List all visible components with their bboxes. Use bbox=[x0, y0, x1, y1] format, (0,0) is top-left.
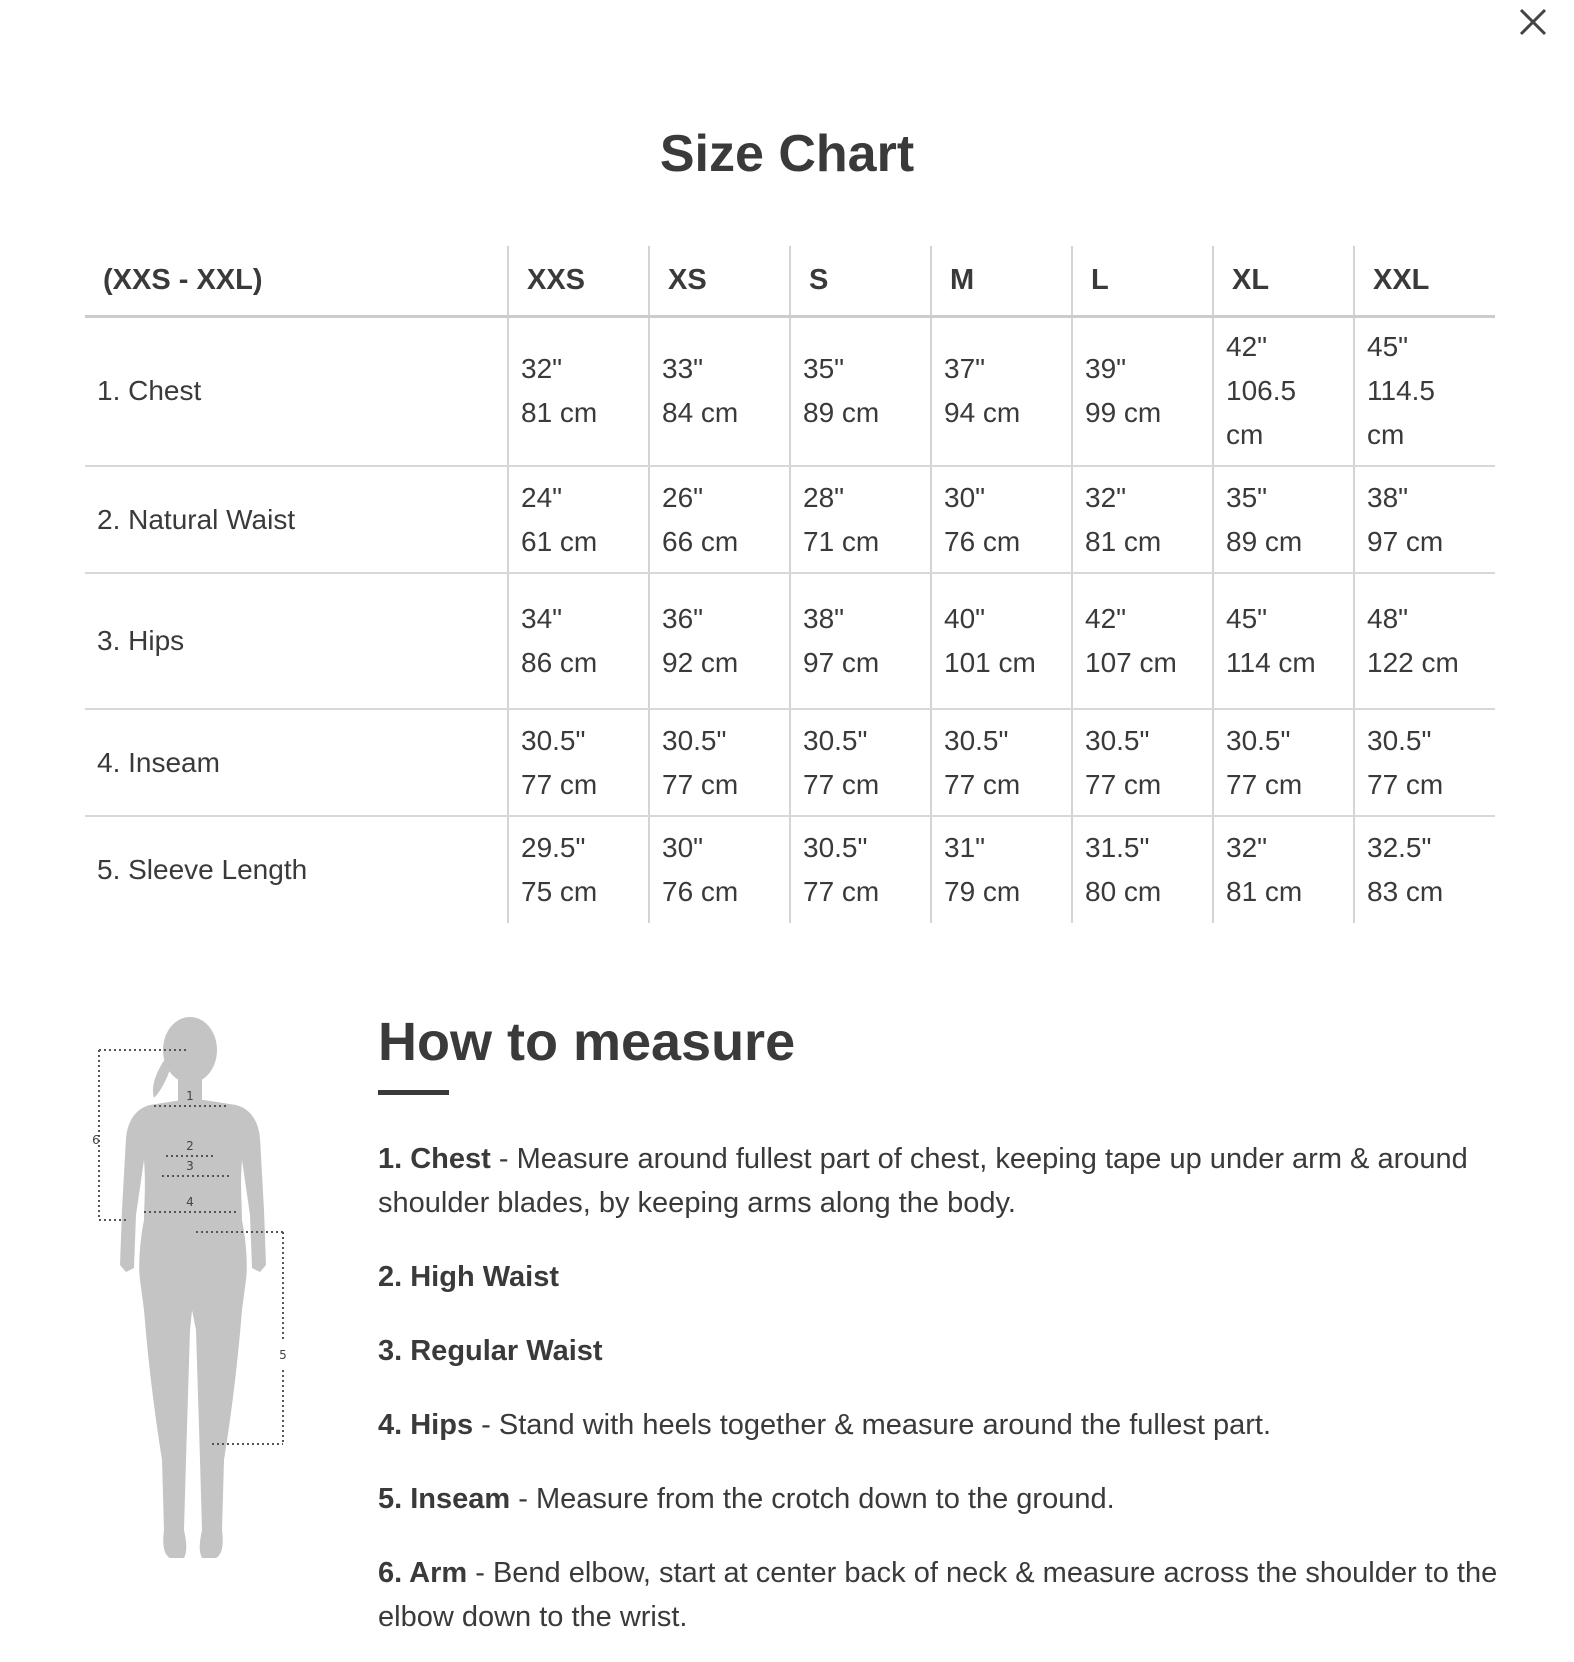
cell-value: 48" bbox=[1367, 603, 1409, 634]
size-table bbox=[85, 246, 1495, 923]
cell-value: 101 cm bbox=[944, 647, 1036, 678]
cell-value: 33" bbox=[662, 353, 704, 385]
measurement-label: 5. Sleeve Length bbox=[97, 854, 308, 885]
cell-value: 83 cm bbox=[1367, 876, 1444, 907]
measure-item bbox=[378, 1477, 1508, 1521]
measurement-cell bbox=[790, 816, 931, 923]
cell-value: 97 cm bbox=[1367, 525, 1444, 557]
measurement-cell bbox=[649, 573, 790, 709]
cell-value: 30.5" bbox=[803, 724, 868, 756]
size-header: L bbox=[1072, 246, 1213, 316]
measurement-cell bbox=[931, 316, 1072, 466]
cell-value: 75 cm bbox=[521, 876, 598, 907]
measure-item bbox=[378, 1255, 1508, 1299]
measure-item-desc: - Measure from the crotch down to the ground. bbox=[510, 1483, 1115, 1515]
cell-value: cm bbox=[1226, 419, 1264, 451]
cell-value: 30" bbox=[944, 481, 986, 513]
cell-value: 99 cm bbox=[1085, 397, 1162, 429]
cell-value: 97 cm bbox=[803, 647, 880, 678]
size-header: S bbox=[790, 246, 931, 316]
measurement-label: 2. Natural Waist bbox=[85, 466, 508, 573]
measurement-cell bbox=[1354, 316, 1495, 466]
cell-value: 30.5" bbox=[521, 724, 586, 756]
measurement-cell bbox=[1072, 709, 1213, 816]
figure-label-1: 1 bbox=[186, 1089, 194, 1103]
body-measure-figure bbox=[92, 1010, 312, 1590]
cell-value: 42" bbox=[1085, 603, 1127, 634]
close-button[interactable] bbox=[1508, 0, 1558, 44]
cell-value: 32.5" bbox=[1367, 832, 1432, 863]
cell-value: 84 cm bbox=[662, 397, 739, 429]
measurement-cell bbox=[1213, 466, 1354, 573]
measurement-cell bbox=[931, 816, 1072, 923]
measure-item-name: 2. High Waist bbox=[378, 1261, 559, 1293]
cell-value: 89 cm bbox=[803, 397, 880, 429]
measurement-cell bbox=[931, 573, 1072, 709]
cell-value: 34" bbox=[521, 603, 563, 634]
measure-item bbox=[378, 1137, 1508, 1225]
cell-value: 45" bbox=[1367, 331, 1409, 363]
table-row bbox=[85, 816, 1495, 923]
how-to-measure-section bbox=[378, 1012, 1508, 1662]
measurement-cell bbox=[508, 573, 649, 709]
cell-value: 35" bbox=[803, 353, 845, 385]
cell-value: 107 cm bbox=[1085, 647, 1177, 678]
measurement-label: 4. Inseam bbox=[85, 709, 508, 816]
cell-value: 77 cm bbox=[1226, 768, 1303, 800]
measure-item-name: 4. Hips bbox=[378, 1409, 474, 1441]
measurement-cell bbox=[508, 316, 649, 466]
cell-value: 38" bbox=[803, 603, 845, 634]
measure-item bbox=[378, 1551, 1508, 1639]
cell-value: 79 cm bbox=[944, 876, 1021, 907]
cell-value: 28" bbox=[803, 481, 845, 513]
measurement-cell bbox=[1213, 709, 1354, 816]
cell-value: 77 cm bbox=[1085, 768, 1162, 800]
cell-value: 32" bbox=[521, 353, 563, 385]
measurement-cell bbox=[508, 816, 649, 923]
size-header: XL bbox=[1213, 246, 1354, 316]
cell-value: 31.5" bbox=[1085, 832, 1150, 863]
size-header: M bbox=[931, 246, 1072, 316]
measurement-cell bbox=[1072, 816, 1213, 923]
measurement-label: 1. Chest bbox=[85, 316, 508, 466]
cell-value: 94 cm bbox=[944, 397, 1021, 429]
cell-value: 39" bbox=[1085, 353, 1127, 385]
size-header: XXL bbox=[1354, 246, 1495, 316]
table-corner-label: (XXS - XXL) bbox=[85, 246, 508, 316]
measurement-cell bbox=[649, 466, 790, 573]
measure-item-name: 1. Chest bbox=[378, 1143, 491, 1175]
measurement-cell bbox=[1072, 316, 1213, 466]
measurement-cell bbox=[1213, 573, 1354, 709]
cell-value: 86 cm bbox=[521, 647, 598, 678]
cell-value: 40" bbox=[944, 603, 986, 634]
cell-value: 30.5" bbox=[1226, 724, 1291, 756]
cell-value: 32" bbox=[1085, 481, 1127, 513]
measurement-cell bbox=[1354, 573, 1495, 709]
measure-item bbox=[378, 1403, 1508, 1447]
cell-value: 77 cm bbox=[803, 876, 880, 907]
cell-value: 114 cm bbox=[1226, 647, 1316, 678]
cell-value: 30.5" bbox=[944, 724, 1009, 756]
close-icon bbox=[1518, 7, 1548, 37]
cell-value: 106.5 bbox=[1226, 375, 1297, 407]
cell-value: 37" bbox=[944, 353, 986, 385]
figure-label-4: 4 bbox=[186, 1195, 194, 1209]
measurement-cell bbox=[790, 573, 931, 709]
measurement-cell bbox=[508, 709, 649, 816]
table-row bbox=[85, 316, 1495, 466]
measurement-cell bbox=[1354, 466, 1495, 573]
measurement-cell bbox=[790, 466, 931, 573]
table-row bbox=[85, 573, 1495, 709]
cell-value: 77 cm bbox=[521, 768, 598, 800]
figure-label-2: 2 bbox=[186, 1139, 194, 1153]
measurement-cell bbox=[508, 466, 649, 573]
measurement-cell bbox=[931, 466, 1072, 573]
cell-value: 30.5" bbox=[803, 832, 868, 863]
measurement-cell bbox=[931, 709, 1072, 816]
measurement-cell bbox=[649, 816, 790, 923]
cell-value: 32" bbox=[1226, 832, 1268, 863]
cell-value: 61 cm bbox=[521, 525, 598, 557]
measure-item-desc: - Bend elbow, start at center back of neck & measure across the shoulder to the elbow down to the wrist. bbox=[378, 1557, 1498, 1633]
cell-value: 45" bbox=[1226, 603, 1268, 634]
cell-value: 81 cm bbox=[1226, 876, 1303, 907]
measure-item-desc: - Stand with heels together & measure around the fullest part. bbox=[473, 1409, 1272, 1441]
cell-value: 66 cm bbox=[662, 525, 739, 557]
cell-value: 42" bbox=[1226, 331, 1268, 363]
figure-label-6: 6 bbox=[92, 1133, 100, 1147]
size-header: XS bbox=[649, 246, 790, 316]
cell-value: 30.5" bbox=[1085, 724, 1150, 756]
cell-value: 77 cm bbox=[803, 768, 880, 800]
measure-item-name: 5. Inseam bbox=[378, 1483, 511, 1515]
how-to-measure-title: How to measure bbox=[378, 1012, 796, 1072]
measurement-cell bbox=[649, 709, 790, 816]
page-title: Size Chart bbox=[659, 125, 915, 183]
measurement-cell bbox=[790, 709, 931, 816]
measurement-cell bbox=[649, 316, 790, 466]
cell-value: 77 cm bbox=[944, 768, 1021, 800]
size-header: XXS bbox=[508, 246, 649, 316]
cell-value: 24" bbox=[521, 481, 563, 513]
measurement-cell bbox=[1213, 316, 1354, 466]
table-row bbox=[85, 709, 1495, 816]
cell-value: 30" bbox=[662, 832, 704, 863]
cell-value: 38" bbox=[1367, 481, 1409, 513]
measure-item-name: 6. Arm bbox=[378, 1557, 468, 1589]
cell-value: 71 cm bbox=[803, 525, 880, 557]
measurement-cell bbox=[1213, 816, 1354, 923]
cell-value: 30.5" bbox=[662, 724, 727, 756]
cell-value: 30.5" bbox=[1367, 724, 1432, 756]
measurement-cell bbox=[1072, 573, 1213, 709]
measurement-label: 3. Hips bbox=[85, 573, 508, 709]
cell-value: 26" bbox=[662, 481, 704, 513]
measurement-cell bbox=[1072, 466, 1213, 573]
measure-list bbox=[378, 1137, 1508, 1639]
cell-value: 89 cm bbox=[1226, 525, 1303, 557]
cell-value: 80 cm bbox=[1085, 876, 1162, 907]
cell-value: 81 cm bbox=[1085, 525, 1162, 557]
cell-value: 76 cm bbox=[944, 525, 1021, 557]
measurement-cell bbox=[790, 316, 931, 466]
cell-value: cm bbox=[1367, 419, 1405, 451]
cell-value: 77 cm bbox=[1367, 768, 1444, 800]
figure-label-3: 3 bbox=[186, 1159, 194, 1173]
cell-value: 36" bbox=[662, 603, 704, 634]
measure-item bbox=[378, 1329, 1508, 1373]
cell-value: 35" bbox=[1226, 481, 1268, 513]
cell-value: 92 cm bbox=[662, 647, 739, 678]
title-underline bbox=[378, 1090, 449, 1095]
cell-value: 31" bbox=[944, 832, 986, 863]
cell-value: 29.5" bbox=[521, 832, 586, 863]
table-header-row bbox=[85, 246, 1495, 316]
cell-value: 77 cm bbox=[662, 768, 739, 800]
cell-value: 81 cm bbox=[521, 397, 598, 429]
measure-item-desc: - Measure around fullest part of chest, keeping tape up under arm & around shoulder blades, by keeping arms along the body. bbox=[378, 1143, 1468, 1219]
measurement-cell bbox=[1354, 709, 1495, 816]
measure-item-name: 3. Regular Waist bbox=[378, 1335, 603, 1367]
measurement-cell bbox=[1354, 816, 1495, 923]
cell-value: 76 cm bbox=[662, 876, 739, 907]
table-row bbox=[85, 466, 1495, 573]
cell-value: 114.5 bbox=[1367, 375, 1435, 407]
cell-value: 122 cm bbox=[1367, 647, 1459, 678]
figure-label-5: 5 bbox=[279, 1348, 287, 1362]
